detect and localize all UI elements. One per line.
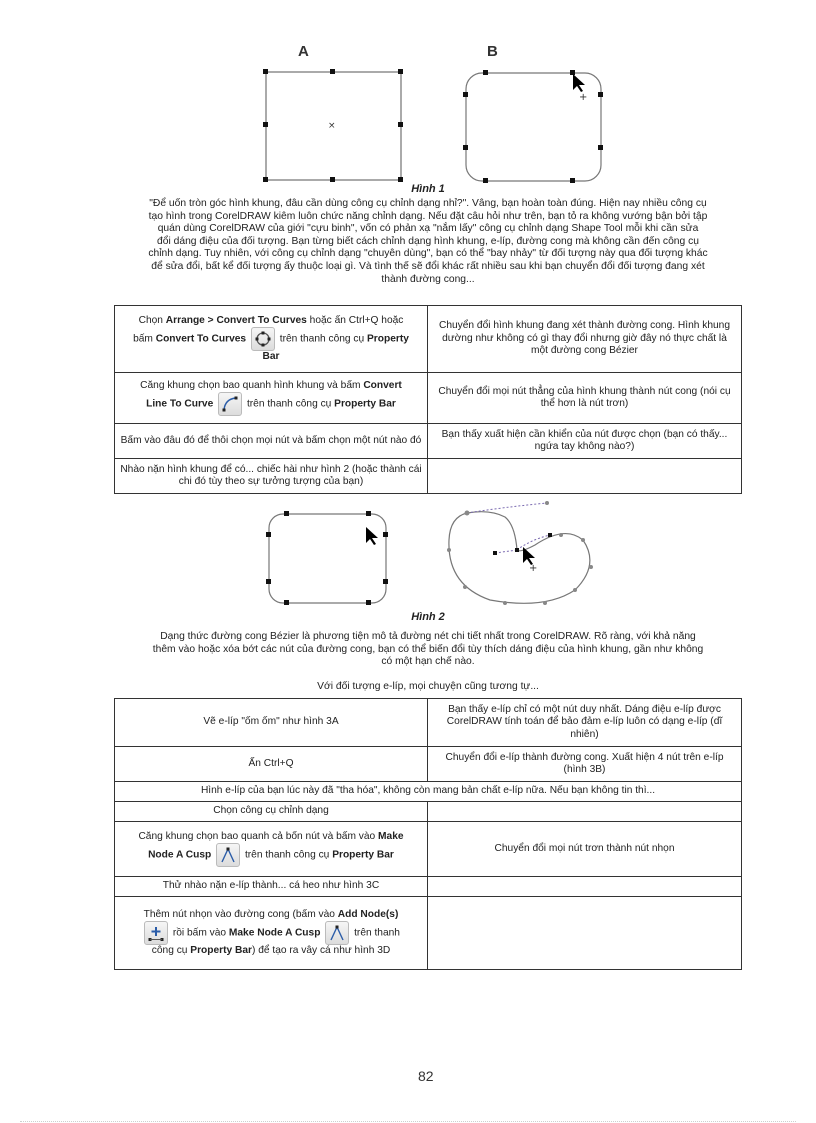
table-row: [115, 802, 742, 822]
figure1-caption: Hình 1: [411, 183, 445, 195]
figure1-rectangle-a: [255, 62, 415, 187]
table-row: [115, 897, 742, 970]
make-node-a-cusp-icon: [216, 843, 240, 867]
bezier-line-1: Dạng thức đường cong Bézier là phương tiện mô tả đường nét chi tiết nhất trong CorelDRAW. Rõ ràng, với khả năng: [160, 631, 696, 642]
table-cell: Thêm nút nhọn vào đường cong (bấm vào Add Node(s) rồi bấm vào Make Node A Cusp trên thanh công cụ Property Bar) để tạo ra vây cá như hình 3D: [115, 897, 428, 970]
make-node-a-cusp-icon: [325, 921, 349, 945]
intro-line-5: chỉnh dạng. Tuy nhiên, với công cụ chỉnh dạng "chuyên dùng", bạn có thể "bay nhảy" từ đối tượng này qua đối tượng khác: [148, 248, 708, 260]
table-row: [115, 459, 742, 494]
convert-to-curves-icon: [251, 327, 275, 351]
table-cell: Căng khung chọn bao quanh cả bốn nút và bấm vào Make Node A Cusp trên thanh công cụ Property Bar: [115, 822, 428, 877]
figure2-rounded-rect: [258, 505, 398, 613]
table-cell: Chuyển đổi hình khung đang xét thành đường cong. Hình khung dường như không có gì thay đổi nhưng giờ đây nó thực chất là một đường cong Bézier: [428, 306, 742, 373]
table-row: [115, 822, 742, 877]
page-number: 82: [418, 1068, 434, 1084]
intro-line-4: đổi dáng điệu của đối tượng. Bạn từng biết cách chỉnh dạng hình khung, e-líp, đường cong mà không cần đến công cụ: [157, 235, 699, 247]
table-cell: Bạn thấy e-líp chỉ có một nút duy nhất. Dáng điệu e-líp được CorelDRAW tính toán để bảo đảm e-líp luôn có dạng e-líp (dĩ nhiên): [428, 699, 742, 747]
intro-line-6: để sửa đổi, bất kể đối tượng ấy thuộc loại gì. Và tình thế sẽ đổi khác rất nhiều sau khi bạn chuyển đổi đối tượng đang xét: [151, 260, 705, 272]
table-row: [115, 699, 742, 747]
table-cell: [428, 459, 742, 494]
bezier-paragraph: [108, 631, 748, 669]
table-cell: Căng khung chọn bao quanh hình khung và bấm Convert Line To Curve trên thanh công cụ Property Bar: [115, 373, 428, 424]
svg-text:×: ×: [328, 121, 336, 131]
table-row: [115, 782, 742, 802]
intro-line-1: "Để uốn tròn góc hình khung, đâu cần dùng công cụ chỉnh dạng nhỉ?". Vâng, bạn hoàn toàn đúng. Hiện nay nhiều công cụ: [149, 198, 707, 209]
table-row: [115, 747, 742, 782]
table-cell: [428, 897, 742, 970]
table-cell: Chuyển đổi mọi nút trơn thành nút nhọn: [428, 822, 742, 877]
figure2-shoe-curve: [435, 495, 610, 615]
table-cell: Thử nhào nặn e-líp thành... cá heo như hình 3C: [115, 877, 428, 897]
bezier-line-3: có một hạn chế nào.: [381, 656, 475, 668]
table-cell: Vẽ e-líp "ốm ốm" như hình 3A: [115, 699, 428, 747]
intro-line-2: tạo hình trong CorelDRAW kiêm luôn chức năng chỉnh dạng. Nếu đặt câu hỏi như trên, bạn tỏ ra không vướng bận bởi tập: [148, 210, 708, 222]
table-cell: Hình e-líp của bạn lúc này đã "tha hóa", không còn mang bản chất e-líp nữa. Nếu bạn không tin thì...: [115, 782, 742, 802]
table-cell: Bấm vào đâu đó để thôi chọn mọi nút và bấm chọn một nút nào đó: [115, 424, 428, 459]
table-row: [115, 424, 742, 459]
table-cell: [428, 802, 742, 822]
intro-line-3: quán dùng CorelDRAW của giới "cựu binh", vốn có phản xạ "nắm lấy" công cụ chỉnh dạng Shape Tool mỗi khi cần sửa: [157, 223, 699, 235]
intro-paragraph: [108, 198, 748, 286]
table-cell: Nhào nặn hình khung để có... chiếc hài như hình 2 (hoặc thành cái chi đó tùy theo sự tưởng tượng của bạn): [115, 459, 428, 494]
table-row: [115, 306, 742, 373]
intro-line-7: thành đường cong...: [381, 273, 475, 285]
figure1-label-b: B: [487, 43, 498, 60]
figure1-label-a: A: [298, 43, 309, 60]
steps-table-1: [114, 305, 742, 494]
figure1-rounded-rect-b: [455, 62, 615, 187]
add-node-icon: [144, 921, 168, 945]
svg-text:+: +: [579, 92, 588, 103]
ellipse-intro-line: Với đối tượng e-líp, mọi chuyện cũng tương tự...: [317, 681, 539, 692]
svg-text:+: +: [529, 563, 538, 574]
figure2-caption: Hình 2: [411, 611, 445, 623]
table-cell: [428, 877, 742, 897]
table-cell: Chọn công cụ chỉnh dạng: [115, 802, 428, 822]
table-cell: Chuyển đổi mọi nút thẳng của hình khung thành nút cong (nói cụ thể hơn là nút trơn): [428, 373, 742, 424]
bottom-divider: [20, 1121, 796, 1122]
convert-line-to-curve-icon: [218, 392, 242, 416]
table-row: [115, 877, 742, 897]
table-row: [115, 373, 742, 424]
table-cell: Ấn Ctrl+Q: [115, 747, 428, 782]
steps-table-2: [114, 698, 742, 970]
bezier-line-2: thêm vào hoặc xóa bớt các nút của đường cong, bạn có thể biến đổi tùy thích dáng điệu của hình khung, gần như không: [152, 643, 704, 655]
table-cell: Chuyển đổi e-líp thành đường cong. Xuất hiện 4 nút trên e-líp (hình 3B): [428, 747, 742, 782]
table-cell: Chọn Arrange > Convert To Curves hoặc ấn Ctrl+Q hoặc bấm Convert To Curves trên thanh công cụ Property Bar: [115, 306, 428, 373]
table-cell: Bạn thấy xuất hiện cần khiển của nút được chọn (bạn có thấy... ngứa tay không nào?): [428, 424, 742, 459]
